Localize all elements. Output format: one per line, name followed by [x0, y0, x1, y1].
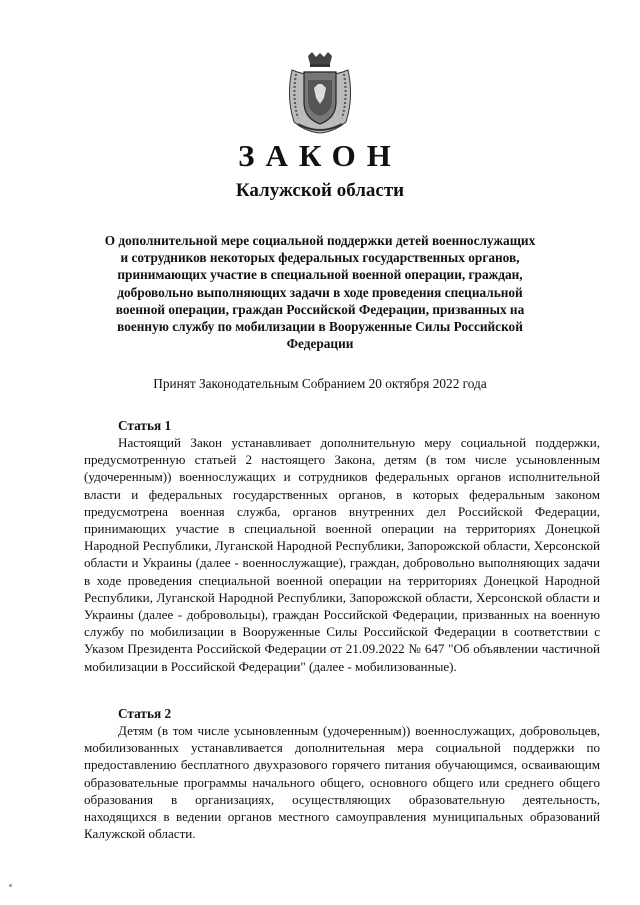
law-subject: О дополнительной мере социальной поддержки детей военнослужащих и сотрудников некоторых федеральных государственных органов, принимающих участие в специальной военной операции, граждан, добровольно выполняющих задачи в ходе проведения специальной военной операции, граждан Российской Федерации, призванных на военную службу по мобилизации в Вооруженные Силы Российской Федерации: [104, 233, 536, 352]
adoption-note: Принят Законодательным Собранием 20 октября 2022 года: [153, 376, 487, 391]
article-1-heading: Статья 1: [118, 418, 172, 433]
article-1-text: Настоящий Закон устанавливает дополнительную меру социальной поддержки, предусмотренную статьей 2 настоящего Закона, детям (в том числе усыновленным (удочеренным)) военнослужащих и сотрудников федеральных органов исполнительной власти и федеральных государственных органов, в которых федеральным законом предусмотрена военная служба, органов внутренних дел Российской Федерации, принимающих участие в специальной военной операции на территориях Донецкой Народной Республики, Луганской Народной Республики, Запорожской области, Херсонской области и Украины (далее - военнослужащие), граждан, добровольно выполняющих задачи в ходе проведения специальной военной операции на территориях Донецкой Народной Республики, Луганской Народной Республики, Запорожской области, Херсонской области и Украины (далее - добровольцы), граждан Российской Федерации, призванных на военную службу по мобилизации в Вооруженные Силы Российской Федерации в соответствии с Указом Президента Российской Федерации от 21.09.2022 № 647 "Об объявлении частичной мобилизации в Российской Федерации" (далее - мобилизованные).: [84, 435, 600, 674]
article-2-heading: Статья 2: [118, 706, 172, 721]
law-title: ЗАКОН: [238, 138, 402, 173]
scan-mark: [9, 884, 12, 887]
article-2-text: Детям (в том числе усыновленным (удочеренным)) военнослужащих, добровольцев, мобилизованных устанавливается дополнительная мера социальной поддержки по предоставлению бесплатного двухразового горячего питания обучающимся, осваивающим образовательные программы начального общего, основного общего или среднего общего образования в организациях, осуществляющих образовательную деятельность, находящихся в ведении органов местного самоуправления муниципальных образований Калужской области.: [84, 723, 600, 842]
coat-of-arms-icon: [284, 52, 356, 134]
region-name: Калужской области: [235, 180, 405, 201]
